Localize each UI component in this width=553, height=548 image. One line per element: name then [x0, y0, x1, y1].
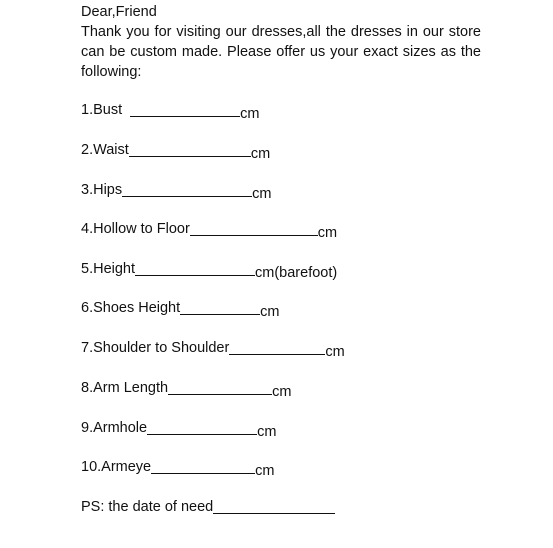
- field-bust: [81, 100, 259, 120]
- field-label: 8.Arm Length: [81, 380, 169, 396]
- height-blank[interactable]: [135, 259, 255, 276]
- field-armeye: [81, 457, 274, 477]
- field-label: 5.Height: [81, 261, 136, 277]
- postscript-date-of-need: [81, 497, 335, 517]
- field-armhole: [81, 418, 276, 438]
- arm-length-blank[interactable]: [168, 378, 272, 395]
- field-unit: cm: [272, 384, 292, 400]
- field-waist: [81, 140, 270, 160]
- field-label: 1.Bust: [81, 102, 123, 118]
- field-hollow-to-floor: [81, 219, 337, 239]
- field-label: 10.Armeye: [81, 459, 152, 475]
- armhole-blank[interactable]: [147, 418, 257, 435]
- field-unit: cm(barefoot): [255, 265, 338, 281]
- waist-blank[interactable]: [129, 140, 251, 157]
- hips-blank[interactable]: [122, 180, 252, 197]
- bust-blank[interactable]: [130, 100, 240, 117]
- greeting: Dear,Friend: [81, 4, 157, 20]
- field-label: 7.Shoulder to Shoulder: [81, 340, 230, 356]
- field-label: 9.Armhole: [81, 420, 148, 436]
- shoes-height-blank[interactable]: [180, 298, 260, 315]
- intro-paragraph: Thank you for visiting our dresses,all the dresses in our store can be custom made. Please offer us your exact sizes as the following:: [81, 24, 481, 80]
- field-label: 6.Shoes Height: [81, 300, 181, 316]
- field-unit: cm: [260, 304, 280, 320]
- field-unit: cm: [325, 344, 345, 360]
- letter-intro: [81, 2, 481, 82]
- date-of-need-blank[interactable]: [213, 497, 335, 514]
- field-unit: cm: [250, 146, 271, 162]
- field-shoes-height: [81, 298, 280, 318]
- armeye-blank[interactable]: [151, 457, 255, 474]
- field-shoulder-to-shoulder: [81, 338, 345, 358]
- postscript-label: PS: the date of need: [81, 499, 214, 515]
- field-height: [81, 259, 337, 279]
- field-unit: cm: [255, 463, 275, 479]
- field-label: 4.Hollow to Floor: [81, 221, 190, 237]
- field-arm-length: [81, 378, 291, 398]
- field-label: 2.Waist: [81, 142, 129, 158]
- field-label: 3.Hips: [81, 182, 123, 198]
- field-unit: cm: [317, 225, 338, 241]
- field-unit: cm: [240, 106, 260, 122]
- field-unit: cm: [257, 424, 277, 440]
- hollow-to-floor-blank[interactable]: [190, 219, 318, 236]
- field-hips: [81, 180, 271, 200]
- field-unit: cm: [252, 186, 272, 202]
- shoulder-to-shoulder-blank[interactable]: [229, 338, 325, 355]
